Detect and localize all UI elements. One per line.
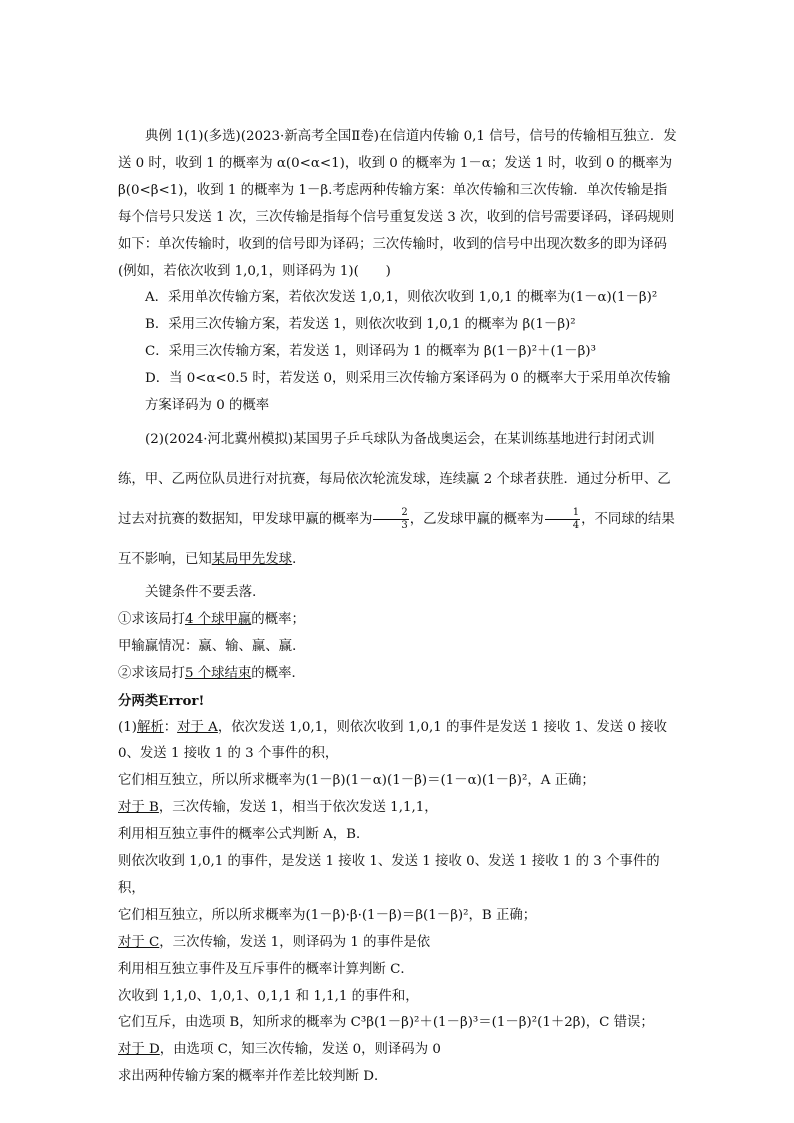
solution-line-1: [118, 715, 678, 769]
option-a: A．采用单次传输方案，若依次发送 1,0,1，则依次收到 1,0,1 的概率为(1－α)(1－β)²: [145, 290, 658, 306]
question-1-underlined: 4 个球甲赢: [184, 611, 252, 627]
fraction-denominator: 3: [401, 519, 408, 531]
solution-line-10: 它们互斥，由选项 B，知所求的概率为 C³β(1－β)²＋(1－β)³＝(1－β)²(1＋2β)，C 错误；: [118, 1015, 654, 1031]
solution-line-1-text: ，依次发送 1,0,1，则依次收到 1,0,1 的事件是发送 1 接收 1、发送 0 接收 0、发送 1 接收 1 的 3 个事件的积，: [118, 719, 667, 762]
part2-text-a: (2)(2024·河北冀州模拟)某国男子乒乓球队为备战奥运会，在某训练基地进行封闭式训练，甲、乙两位队员进行对抗赛，每局依次轮流发球，连续赢 2 个球者获胜．通过分析甲、乙过去对抗赛的数据知，甲发球甲赢的概率为: [118, 431, 671, 527]
part2-text-d: ．: [292, 551, 306, 567]
document-page: [118, 124, 678, 1091]
question-2: [118, 661, 678, 688]
question-2-pre: ②求该局打: [118, 665, 185, 681]
part2-text-b: ，乙发球甲赢的概率为: [409, 511, 544, 527]
underlined-condition: 某局甲先发球: [211, 551, 293, 567]
solution-line-9: 次收到 1,1,0、1,0,1、0,1,1 和 1,1,1 的事件和，: [118, 988, 419, 1004]
solution-tag: 解析: [136, 719, 164, 735]
for-option-d: 对于 D: [118, 1042, 160, 1058]
problem-stem: 典例 1(1)(多选)(2023·新高考全国Ⅱ卷)在信道内传输 0,1 信号，信号的传输相互独立．发送 0 时，收到 1 的概率为 α(0<α<1)，收到 0 的概率为 1－α；发送 1 时，收到 0 的概率为 β(0<β<1)，收到 1 的概率为 1－β.考虑两种传输方案：单次传输和三次传输．单次传输是指每个信号只发送 1 次，三次传输是指每个信号重复发送 3 次，收到的信号需要译码，译码规则如下：单次传输时，收到的信号即为译码；三次传输时，收到的信号中出现次数多的即为译码(例如，若依次收到 1,0,1，则译码为 1)( ): [118, 129, 677, 279]
solution-part-label: (1): [118, 719, 137, 735]
solution-line-11-text: ，由选项 C，知三次传输，发送 0，则译码为 0: [159, 1042, 441, 1058]
question-2-post: 的概率．: [251, 665, 305, 681]
solution-line-7: [118, 930, 678, 957]
question-2-underlined: 5 个球结束: [184, 665, 252, 681]
solution-line-5: 则依次收到 1,0,1 的事件，是发送 1 接收 1、发送 1 接收 0、发送 1 接收 1 的 3 个事件的积，: [118, 854, 660, 896]
question-1-pre: ①求该局打: [118, 611, 185, 627]
fraction-numerator: 2: [373, 507, 408, 520]
solution-note-ab: 利用相互独立事件的概率公式判断 A，B．: [118, 827, 370, 843]
option-d: D．当 0<α<0.5 时，若发送 0，则采用三次传输方案译码为 0 的概率大于采用单次传输方案译码为 0 的概率: [145, 371, 671, 414]
fraction-denominator: 4: [572, 519, 580, 531]
solution-line-2: 它们相互独立，所以所求概率为(1－β)(1－α)(1－β)＝(1－α)(1－β)²，A 正确；: [118, 773, 595, 789]
solution-note-c: 利用相互独立事件及互斥事件的概率计算判断 C．: [118, 961, 414, 977]
question-1-post: 的概率；: [251, 611, 305, 627]
option-c: C．采用三次传输方案，若发送 1，则译码为 1 的概率为 β(1－β)²＋(1－β)³: [145, 344, 596, 360]
solution-note-d: 求出两种传输方案的概率并作差比较判断 D．: [118, 1069, 388, 1085]
fraction-two-thirds: [373, 507, 408, 532]
fraction-numerator: 1: [545, 507, 580, 520]
for-option-c: 对于 C: [118, 934, 160, 950]
option-b: B．采用三次传输方案，若发送 1，则依次收到 1,0,1 的概率为 β(1－β)²: [145, 317, 576, 333]
note-two-cases: 分两类Error!: [118, 692, 205, 709]
for-option-a: 对于 A: [177, 719, 218, 735]
fraction-one-quarter: [545, 507, 580, 532]
for-option-b: 对于 B: [118, 800, 159, 816]
solution-line-3-text: ，三次传输，发送 1，相当于依次发送 1,1,1，: [158, 800, 438, 816]
note-key-condition: 关键条件不要丢落．: [145, 584, 266, 600]
solution-line-11: [118, 1037, 678, 1064]
note-win-lose: 甲输赢情况：赢、输、赢、赢．: [118, 638, 306, 654]
solution-line-3: [118, 795, 678, 822]
solution-line-7-text: ，三次传输，发送 1，则译码为 1 的事件是依: [159, 934, 431, 950]
problem-part-2: [118, 420, 678, 580]
question-1: [118, 607, 678, 634]
part2-text-c: ，不同球的结果互不影响，已知: [118, 511, 675, 567]
solution-colon: ：: [163, 719, 178, 735]
solution-line-6: 它们相互独立，所以所求概率为(1－β)·β·(1－β)＝β(1－β)²，B 正确；: [118, 907, 537, 923]
